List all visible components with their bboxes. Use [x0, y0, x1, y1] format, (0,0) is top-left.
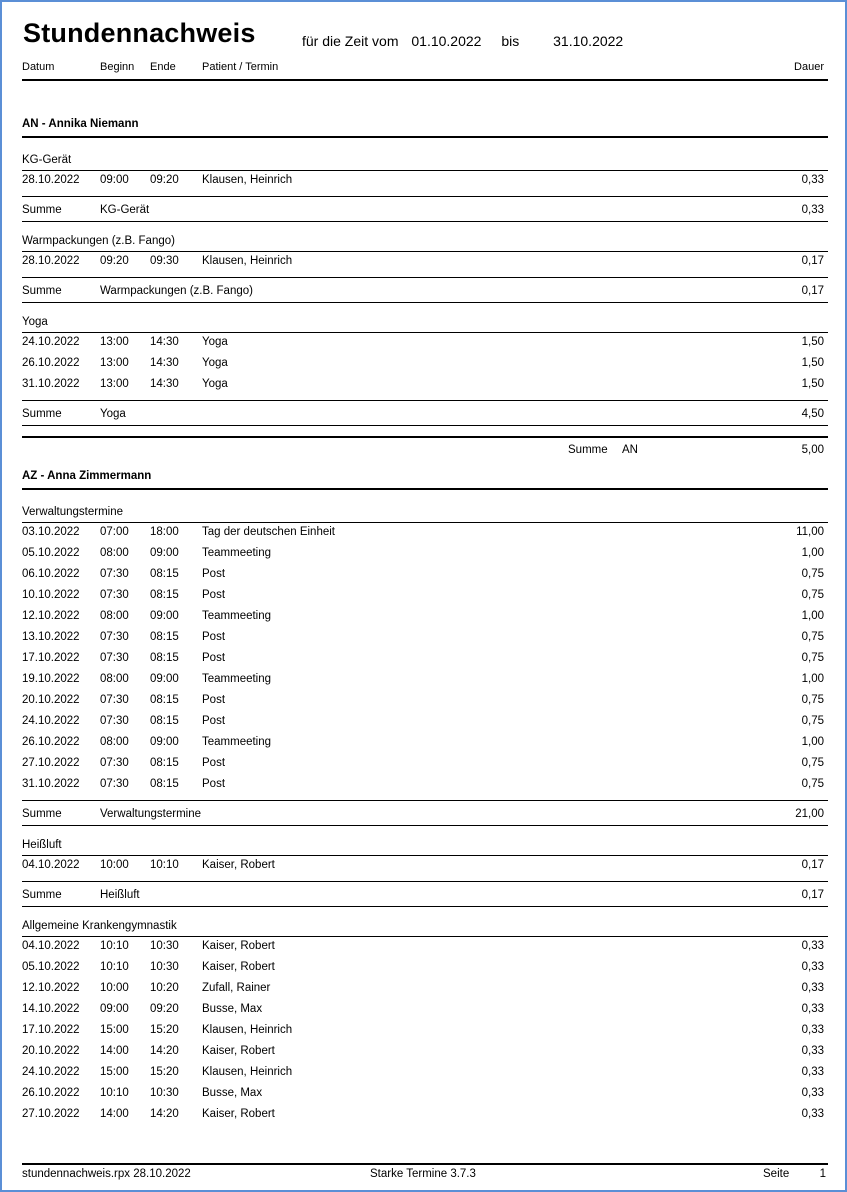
- table-row: [22, 1021, 828, 1039]
- sum-rule-bottom: [22, 221, 828, 222]
- row-patient: Klausen, Heinrich: [202, 1066, 293, 1078]
- group-name: Yoga: [22, 316, 48, 328]
- row-dauer: 0,75: [801, 631, 824, 643]
- row-dauer: 0,75: [801, 757, 824, 769]
- group-name: KG-Gerät: [22, 154, 72, 166]
- row-ende: 10:30: [150, 940, 179, 952]
- group-header: [22, 836, 828, 854]
- group-name: Warmpackungen (z.B. Fango): [22, 235, 175, 247]
- row-datum: 26.10.2022: [22, 1087, 80, 1099]
- row-beginn: 09:20: [100, 255, 129, 267]
- table-row: [22, 544, 828, 562]
- row-patient: Teammeeting: [202, 547, 272, 559]
- row-datum: 06.10.2022: [22, 568, 80, 580]
- row-patient: Zufall, Rainer: [202, 982, 271, 994]
- row-dauer: 1,00: [801, 610, 824, 622]
- group-name: Verwaltungstermine: [22, 506, 123, 518]
- sum-rule-top: [22, 881, 828, 882]
- row-dauer: 0,33: [801, 1024, 824, 1036]
- row-datum: 26.10.2022: [22, 357, 80, 369]
- row-ende: 08:15: [150, 694, 179, 706]
- sum-value: 0,33: [801, 204, 824, 216]
- footer-file: stundennachweis.rpx 28.10.2022: [22, 1168, 191, 1180]
- row-dauer: 1,00: [801, 673, 824, 685]
- table-row: [22, 171, 828, 189]
- row-patient: Busse, Max: [202, 1087, 263, 1099]
- sum-rule-bottom: [22, 825, 828, 826]
- employee-total-row: [22, 441, 828, 459]
- sum-rule-top: [22, 277, 828, 278]
- table-row: [22, 354, 828, 372]
- row-dauer: 0,33: [801, 1066, 824, 1078]
- footer-app: Starke Termine 3.7.3: [370, 1168, 476, 1180]
- sum-group-name: Warmpackungen (z.B. Fango): [100, 285, 253, 297]
- row-datum: 04.10.2022: [22, 940, 80, 952]
- row-patient: Post: [202, 589, 226, 601]
- row-beginn: 10:10: [100, 940, 129, 952]
- row-beginn: 09:00: [100, 1003, 129, 1015]
- row-ende: 09:30: [150, 255, 179, 267]
- sum-rule-top: [22, 400, 828, 401]
- row-patient: Kaiser, Robert: [202, 859, 275, 871]
- sum-group-name: Verwaltungstermine: [100, 808, 201, 820]
- row-ende: 08:15: [150, 778, 179, 790]
- column-patient: Patient / Termin: [202, 61, 279, 73]
- employee-name: AN - Annika Niemann: [22, 118, 139, 130]
- footer-page-number: 1: [819, 1168, 826, 1180]
- row-beginn: 07:30: [100, 568, 129, 580]
- row-ende: 09:20: [150, 174, 179, 186]
- row-datum: 24.10.2022: [22, 336, 80, 348]
- row-dauer: 0,33: [801, 940, 824, 952]
- report-period: [302, 33, 632, 49]
- table-row: [22, 565, 828, 583]
- row-patient: Teammeeting: [202, 673, 272, 685]
- row-ende: 09:00: [150, 736, 179, 748]
- row-patient: Kaiser, Robert: [202, 961, 275, 973]
- row-beginn: 08:00: [100, 673, 129, 685]
- row-patient: Klausen, Heinrich: [202, 255, 293, 267]
- row-ende: 14:30: [150, 357, 179, 369]
- row-patient: Post: [202, 568, 226, 580]
- table-row: [22, 333, 828, 351]
- row-ende: 08:15: [150, 715, 179, 727]
- row-patient: Yoga: [202, 336, 228, 348]
- row-patient: Yoga: [202, 378, 228, 390]
- row-dauer: 0,75: [801, 652, 824, 664]
- table-row: [22, 1042, 828, 1060]
- table-row: [22, 1000, 828, 1018]
- row-beginn: 14:00: [100, 1108, 129, 1120]
- row-dauer: 0,33: [801, 982, 824, 994]
- group-sum-row: [22, 886, 828, 904]
- group-header: [22, 313, 828, 331]
- row-datum: 31.10.2022: [22, 378, 80, 390]
- row-dauer: 0,75: [801, 568, 824, 580]
- employee-rule: [22, 136, 828, 138]
- row-patient: Post: [202, 694, 226, 706]
- row-patient: Klausen, Heinrich: [202, 1024, 293, 1036]
- row-dauer: 1,50: [801, 378, 824, 390]
- table-row: [22, 937, 828, 955]
- row-dauer: 0,33: [801, 1003, 824, 1015]
- sum-label: Summe: [22, 889, 62, 901]
- row-ende: 08:15: [150, 631, 179, 643]
- row-datum: 14.10.2022: [22, 1003, 80, 1015]
- employee-name: AZ - Anna Zimmermann: [22, 470, 152, 482]
- table-row: [22, 856, 828, 874]
- row-datum: 31.10.2022: [22, 778, 80, 790]
- row-beginn: 07:30: [100, 694, 129, 706]
- row-patient: Tag der deutschen Einheit: [202, 526, 335, 538]
- footer-page-label: Seite: [763, 1168, 790, 1180]
- row-ende: 09:00: [150, 610, 179, 622]
- row-ende: 08:15: [150, 589, 179, 601]
- sum-rule-bottom: [22, 425, 828, 426]
- employee-total-rule: [22, 436, 828, 438]
- row-beginn: 07:30: [100, 715, 129, 727]
- row-datum: 17.10.2022: [22, 652, 80, 664]
- row-patient: Kaiser, Robert: [202, 1045, 275, 1057]
- row-dauer: 0,17: [801, 859, 824, 871]
- sum-value: 21,00: [795, 808, 824, 820]
- group-sum-row: [22, 805, 828, 823]
- row-beginn: 10:00: [100, 859, 129, 871]
- period-bis: bis: [501, 33, 520, 49]
- column-ende: Ende: [150, 61, 176, 73]
- row-beginn: 07:30: [100, 778, 129, 790]
- row-ende: 10:30: [150, 1087, 179, 1099]
- period-from-date: 01.10.2022: [411, 33, 482, 49]
- employee-header: [22, 115, 828, 133]
- sum-label: Summe: [22, 408, 62, 420]
- row-dauer: 0,33: [801, 1045, 824, 1057]
- row-datum: 10.10.2022: [22, 589, 80, 601]
- row-dauer: 0,75: [801, 589, 824, 601]
- table-row: [22, 958, 828, 976]
- sum-group-name: KG-Gerät: [100, 204, 150, 216]
- row-patient: Kaiser, Robert: [202, 1108, 275, 1120]
- sum-label: Summe: [22, 204, 62, 216]
- row-datum: 19.10.2022: [22, 673, 80, 685]
- row-ende: 08:15: [150, 757, 179, 769]
- row-datum: 20.10.2022: [22, 1045, 80, 1057]
- row-datum: 13.10.2022: [22, 631, 80, 643]
- table-row: [22, 523, 828, 541]
- row-patient: Teammeeting: [202, 736, 272, 748]
- group-name: Heißluft: [22, 839, 62, 851]
- row-ende: 09:20: [150, 1003, 179, 1015]
- row-dauer: 0,17: [801, 255, 824, 267]
- row-ende: 10:20: [150, 982, 179, 994]
- sum-group-name: Heißluft: [100, 889, 140, 901]
- table-row: [22, 691, 828, 709]
- row-beginn: 08:00: [100, 547, 129, 559]
- row-dauer: 0,33: [801, 961, 824, 973]
- sum-rule-top: [22, 196, 828, 197]
- group-sum-row: [22, 282, 828, 300]
- row-dauer: 1,50: [801, 336, 824, 348]
- row-ende: 08:15: [150, 652, 179, 664]
- row-dauer: 1,50: [801, 357, 824, 369]
- row-beginn: 14:00: [100, 1045, 129, 1057]
- row-dauer: 0,33: [801, 174, 824, 186]
- row-beginn: 13:00: [100, 357, 129, 369]
- row-dauer: 0,75: [801, 694, 824, 706]
- sum-value: 0,17: [801, 889, 824, 901]
- sum-group-name: Yoga: [100, 408, 126, 420]
- row-patient: Klausen, Heinrich: [202, 174, 293, 186]
- row-patient: Teammeeting: [202, 610, 272, 622]
- row-datum: 17.10.2022: [22, 1024, 80, 1036]
- employee-total-value: 5,00: [801, 444, 824, 456]
- group-header: [22, 232, 828, 250]
- sum-label: Summe: [22, 808, 62, 820]
- row-patient: Post: [202, 652, 226, 664]
- row-patient: Kaiser, Robert: [202, 940, 275, 952]
- column-datum: Datum: [22, 61, 55, 73]
- group-header: [22, 503, 828, 521]
- sum-value: 0,17: [801, 285, 824, 297]
- row-ende: 18:00: [150, 526, 179, 538]
- column-dauer: Dauer: [794, 61, 824, 73]
- table-row: [22, 607, 828, 625]
- group-sum-row: [22, 201, 828, 219]
- row-datum: 20.10.2022: [22, 694, 80, 706]
- row-ende: 08:15: [150, 568, 179, 580]
- row-dauer: 1,00: [801, 547, 824, 559]
- sum-rule-bottom: [22, 906, 828, 907]
- row-datum: 28.10.2022: [22, 255, 80, 267]
- table-row: [22, 628, 828, 646]
- table-row: [22, 979, 828, 997]
- row-datum: 05.10.2022: [22, 547, 80, 559]
- group-sum-row: [22, 405, 828, 423]
- row-ende: 09:00: [150, 673, 179, 685]
- row-patient: Post: [202, 757, 226, 769]
- table-row: [22, 712, 828, 730]
- row-datum: 03.10.2022: [22, 526, 80, 538]
- row-beginn: 13:00: [100, 336, 129, 348]
- row-beginn: 09:00: [100, 174, 129, 186]
- table-row: [22, 586, 828, 604]
- report-footer: [22, 1165, 828, 1183]
- employee-header: [22, 467, 828, 485]
- table-row: [22, 775, 828, 793]
- row-datum: 27.10.2022: [22, 1108, 80, 1120]
- row-beginn: 15:00: [100, 1024, 129, 1036]
- row-datum: 26.10.2022: [22, 736, 80, 748]
- row-patient: Post: [202, 631, 226, 643]
- row-dauer: 0,33: [801, 1108, 824, 1120]
- row-dauer: 1,00: [801, 736, 824, 748]
- row-datum: 05.10.2022: [22, 961, 80, 973]
- table-row: [22, 1105, 828, 1123]
- table-row: [22, 252, 828, 270]
- row-beginn: 15:00: [100, 1066, 129, 1078]
- row-ende: 14:30: [150, 378, 179, 390]
- sum-rule-bottom: [22, 302, 828, 303]
- row-beginn: 07:30: [100, 631, 129, 643]
- row-ende: 14:20: [150, 1108, 179, 1120]
- row-ende: 14:30: [150, 336, 179, 348]
- table-row: [22, 375, 828, 393]
- row-patient: Yoga: [202, 357, 228, 369]
- column-beginn: Beginn: [100, 61, 135, 73]
- period-to-date: 31.10.2022: [553, 33, 624, 49]
- row-dauer: 0,75: [801, 715, 824, 727]
- table-row: [22, 754, 828, 772]
- row-ende: 09:00: [150, 547, 179, 559]
- row-beginn: 10:10: [100, 961, 129, 973]
- table-row: [22, 1084, 828, 1102]
- row-beginn: 13:00: [100, 378, 129, 390]
- report-title: Stundennachweis: [23, 18, 256, 48]
- employee-rule: [22, 488, 828, 490]
- header-rule: [22, 79, 828, 81]
- row-ende: 15:20: [150, 1024, 179, 1036]
- row-dauer: 0,75: [801, 778, 824, 790]
- row-beginn: 07:30: [100, 589, 129, 601]
- sum-label: Summe: [22, 285, 62, 297]
- row-dauer: 11,00: [796, 526, 824, 538]
- row-beginn: 07:30: [100, 652, 129, 664]
- row-beginn: 08:00: [100, 610, 129, 622]
- row-patient: Post: [202, 715, 226, 727]
- row-datum: 27.10.2022: [22, 757, 80, 769]
- row-beginn: 10:00: [100, 982, 129, 994]
- row-ende: 10:30: [150, 961, 179, 973]
- row-beginn: 08:00: [100, 736, 129, 748]
- group-name: Allgemeine Krankengymnastik: [22, 920, 177, 932]
- group-header: [22, 151, 828, 169]
- row-datum: 12.10.2022: [22, 610, 80, 622]
- row-beginn: 10:10: [100, 1087, 129, 1099]
- sum-value: 4,50: [801, 408, 824, 420]
- row-datum: 28.10.2022: [22, 174, 80, 186]
- table-row: [22, 1063, 828, 1081]
- table-row: [22, 649, 828, 667]
- group-header: [22, 917, 828, 935]
- row-beginn: 07:30: [100, 757, 129, 769]
- table-row: [22, 733, 828, 751]
- row-ende: 15:20: [150, 1066, 179, 1078]
- period-prefix: für die Zeit vom: [302, 33, 399, 49]
- row-patient: Post: [202, 778, 226, 790]
- employee-total-label: Summe: [568, 444, 608, 456]
- row-dauer: 0,33: [801, 1087, 824, 1099]
- employee-total-code: AN: [622, 444, 638, 456]
- row-ende: 10:10: [150, 859, 179, 871]
- row-ende: 14:20: [150, 1045, 179, 1057]
- row-patient: Busse, Max: [202, 1003, 263, 1015]
- table-row: [22, 670, 828, 688]
- row-datum: 04.10.2022: [22, 859, 80, 871]
- row-datum: 24.10.2022: [22, 1066, 80, 1078]
- column-header: [22, 61, 828, 79]
- row-datum: 24.10.2022: [22, 715, 80, 727]
- sum-rule-top: [22, 800, 828, 801]
- row-beginn: 07:00: [100, 526, 129, 538]
- row-datum: 12.10.2022: [22, 982, 80, 994]
